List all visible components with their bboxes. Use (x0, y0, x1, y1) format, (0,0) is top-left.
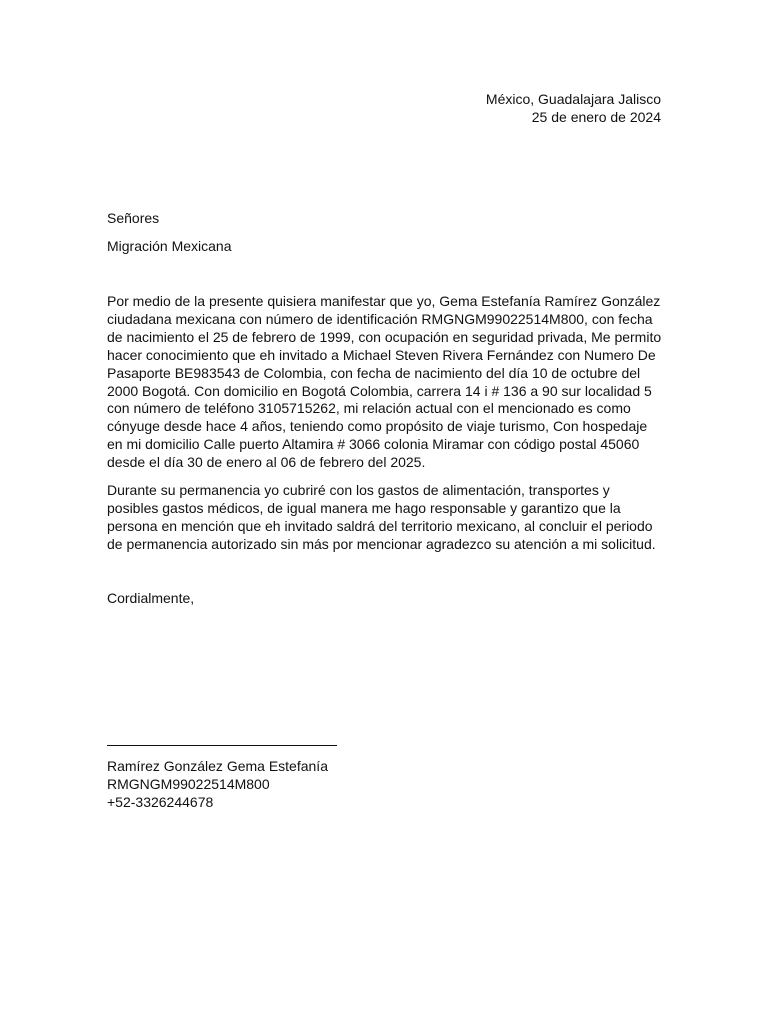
recipient-organization: Migración Mexicana (107, 238, 232, 254)
letter-header (486, 90, 661, 126)
header-location: México, Guadalajara Jalisco (485, 91, 661, 107)
signature-name: Ramírez González Gema Estefanía (107, 758, 328, 774)
signature-phone: +52-3326244678 (107, 794, 214, 810)
letter-body (107, 293, 663, 554)
header-date: 25 de enero de 2024 (531, 109, 661, 125)
signature-line (107, 745, 337, 746)
signature-id: RMGNGM99022514M800 (107, 776, 270, 792)
closing-text: Cordialmente, (107, 590, 195, 606)
signature-block (107, 757, 328, 811)
recipient-block (107, 209, 232, 255)
body-paragraph-1: Por medio de la presente quisiera manifestar que yo, Gema Estefanía Ramírez González ciudadana mexicana con número de identificación RMGNGM99022514M800, con fecha de nacimiento el 25 de febrero de 1999, con ocupación en seguridad privada, Me permito hacer conocimiento que eh invitado a Michael Steven Rivera Fernández con Numero De Pasaporte BE983543 de Colombia, con fecha de nacimiento del día 10 de octubre del 2000 Bogotá. Con domicilio en Bogotá Colombia, carrera 14 i # 136 a 90 sur localidad 5 con número de teléfono 3105715262, mi relación actual con el mencionado es como cónyuge desde hace 4 años, teniendo como propósito de viaje turismo, Con hospedaje en mi domicilio Calle puerto Altamira # 3066 colonia Miramar con código postal 45060 desde el día 30 de enero al 06 de febrero del 2025. (107, 293, 662, 471)
body-paragraph-2: Durante su permanencia yo cubriré con los gastos de alimentación, transportes y posibles gastos médicos, de igual manera me hago responsable y garantizo que la persona en mención que eh invitado saldrá del territorio mexicano, al concluir el periodo de permanencia autorizado sin más por mencionar agradezco su atención a mi solicitud. (107, 482, 656, 552)
recipient-salutation: Señores (107, 210, 160, 226)
